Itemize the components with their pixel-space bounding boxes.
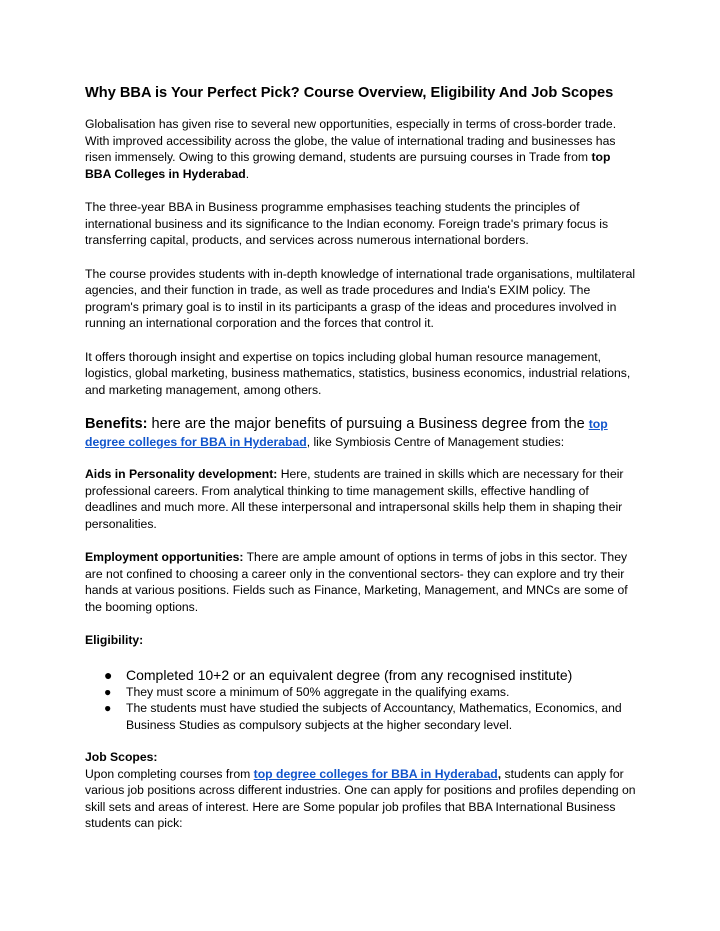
benefits-text: here are the major benefits of pursuing a Business degree from the: [147, 416, 589, 432]
topics-paragraph: It offers thorough insight and expertise on topics including global human resource management, logistics, global marketing, business mathematics, statistics, business economics, industrial relations, and marketing management, among others.: [85, 349, 631, 397]
bullet-icon: ●: [104, 701, 112, 715]
list-item: ● The students must have studied the subjects of Accountancy, Mathematics, Economics, and Business Studies as compulsory subjects at the higher secondary level.: [104, 701, 622, 732]
list-item: ● They must score a minimum of 50% aggregate in the qualifying exams.: [104, 684, 510, 699]
employment-paragraph: [85, 549, 636, 615]
eligibility-list: [85, 666, 636, 734]
benefits-after: , like Symbiosis Centre of Management studies:: [306, 435, 565, 449]
intro-paragraph: [85, 116, 636, 182]
intro-end: .: [245, 166, 250, 181]
jobs-comma: ,: [497, 766, 502, 781]
intro-text: Globalisation has given rise to several new opportunities, especially in terms of cross-border trade. With improved accessibility across the globe, the value of international trading and businesses has risen immensely. Owing to this growing demand, students are pursuing courses in Trade from: [85, 117, 617, 164]
course-paragraph: The course provides students with in-depth knowledge of international trade organisations, multilateral agencies, and their function in trade, as well as trade procedures and India's EXIM policy. The program's primary goal is to instil in its participants a grasp of the ideas and procedures involved in running an international corporation and the forces that control it.: [85, 266, 636, 330]
list-item: ● Completed 10+2 or an equivalent degree (from any recognised institute): [104, 666, 573, 683]
benefits-paragraph: [85, 415, 636, 451]
programme-paragraph: The three-year BBA in Business programme emphasises teaching students the principles of international business and its significance to the Indian economy. Foreign trade's primary focus is transferring capital, products, and services across numerous international borders.: [85, 200, 609, 247]
employment-label: Employment opportunities:: [85, 550, 244, 564]
jobs-paragraph: [85, 749, 636, 832]
aids-paragraph: [85, 466, 636, 532]
employment-text: There are ample amount of options in terms of jobs in this sector. They are not confined to choosing a career only in the conventional sectors- they can explore and try their hands at various positions. Fields such as Finance, Marketing, Management, and MNCs are some of the booming options.: [85, 550, 628, 614]
jobs-heading: Job Scopes:: [85, 750, 158, 764]
intro-bold-phrase: top BBA Colleges in Hyderabad: [85, 150, 611, 181]
aids-label: Aids in Personality development:: [85, 467, 278, 481]
jobs-after: students can apply for various job positions across different industries. One can apply for positions and profiles depending on skill sets and areas of interest. Here are Some popular job profiles that BBA International Business students can pick:: [85, 766, 636, 830]
bullet-icon: ●: [104, 684, 112, 699]
page-title: Why BBA is Your Perfect Pick? Course Overview, Eligibility And Job Scopes: [85, 85, 614, 101]
jobs-link[interactable]: top degree colleges for BBA in Hyderabad: [253, 766, 498, 781]
aids-text: Here, students are trained in skills which are necessary for their professional careers. From analytical thinking to time management skills, effective handling of deadlines and much more. All these interpersonal and intrapersonal skills help them in shaping their personalities.: [85, 467, 624, 531]
benefits-link[interactable]: top degree colleges for BBA in Hyderabad: [85, 417, 608, 449]
bullet-icon: ●: [104, 666, 113, 683]
jobs-text: Upon completing courses from: [85, 766, 254, 781]
benefits-label: Benefits:: [85, 416, 148, 432]
eligibility-heading: Eligibility:: [85, 633, 144, 647]
